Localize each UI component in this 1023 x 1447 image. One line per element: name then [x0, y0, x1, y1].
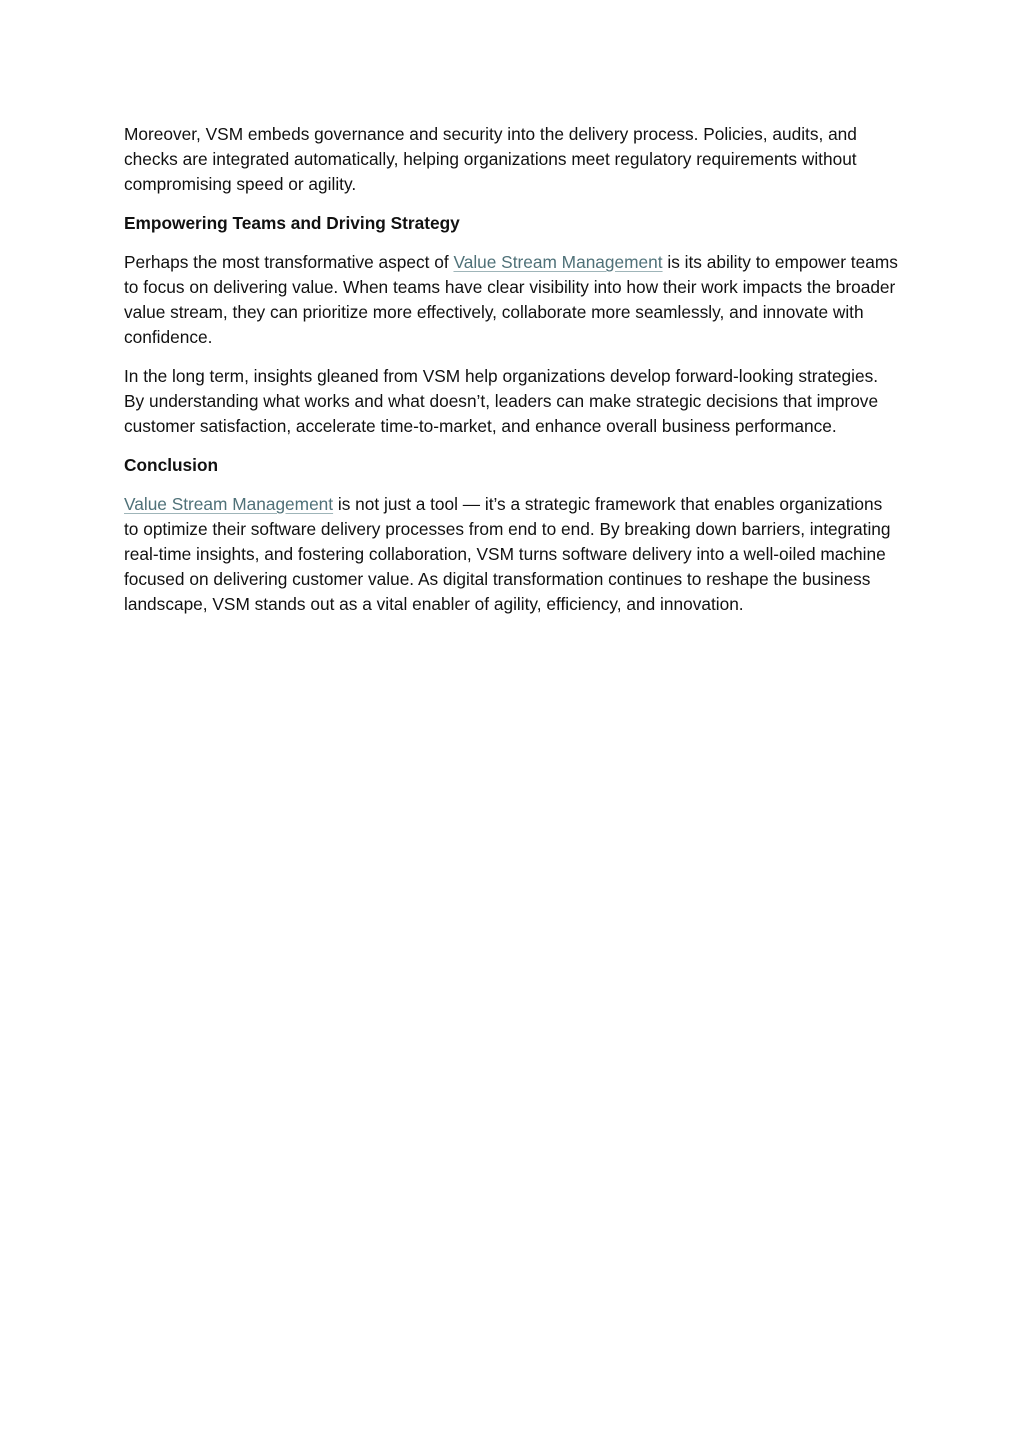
value-stream-management-link-conclusion[interactable]: Value Stream Management	[124, 494, 334, 514]
paragraph-text-after-link: is its ability to empower teams to focus on delivering value. When teams have clear visibility into how their work impacts the broader value stream, they can prioritize more effectively, collaborate more seamlessly, and innovate with confidence.	[124, 252, 898, 347]
paragraph-long-term-strategy: In the long term, insights gleaned from VSM help organizations develop forward-looking strategies. By understanding what works and what doesn’t, leaders can make strategic decisions that improve customer satisfaction, accelerate time-to-market, and enhance overall business performance.	[124, 366, 879, 436]
heading-conclusion: Conclusion	[124, 455, 219, 475]
document-body	[124, 122, 900, 631]
paragraph-text-after-link: is not just a tool — it’s a strategic framework that enables organizations to optimize their software delivery processes from end to end. By breaking down barriers, integrating real-time insights, and fostering collaboration, VSM turns software delivery into a well-oiled machine focused on delivering customer value. As digital transformation continues to reshape the business landscape, VSM stands out as a vital enabler of agility, efficiency, and innovation.	[124, 494, 891, 614]
paragraph-text-before-link: Perhaps the most transformative aspect of	[124, 252, 454, 272]
paragraph-conclusion	[124, 492, 900, 617]
paragraph-governance: Moreover, VSM embeds governance and security into the delivery process. Policies, audits, and checks are integrated automatically, helping organizations meet regulatory requirements without compromising speed or agility.	[124, 124, 857, 194]
paragraph-empowering-teams	[124, 250, 900, 350]
heading-empowering-teams: Empowering Teams and Driving Strategy	[124, 213, 460, 233]
value-stream-management-link[interactable]: Value Stream Management	[453, 252, 663, 272]
